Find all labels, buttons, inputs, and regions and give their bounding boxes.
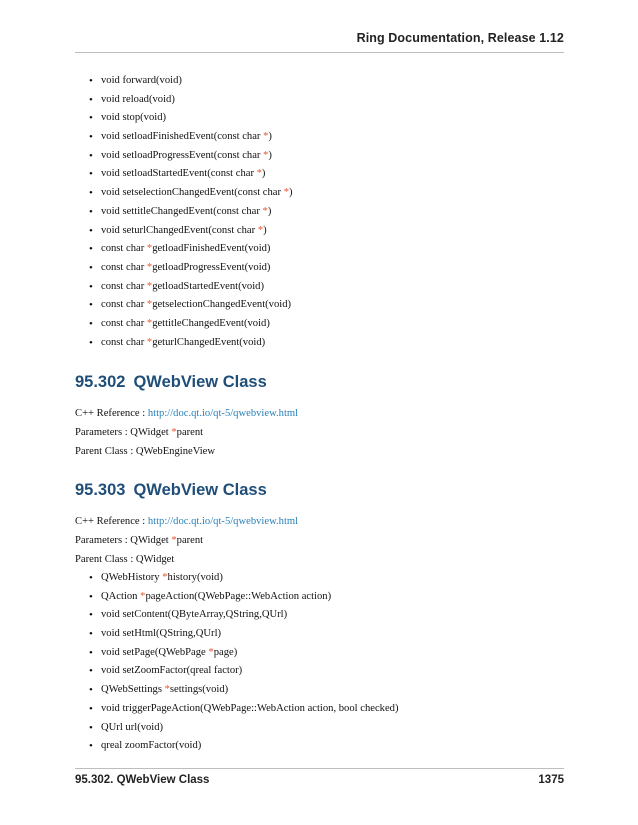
reference-link[interactable]: http://doc.qt.io/qt-5/qwebview.html: [147, 516, 299, 527]
pointer-star: *: [162, 572, 168, 583]
pointer-star: *: [140, 590, 146, 602]
bullet-icon: •: [89, 75, 93, 87]
method-text: void seturlChangedEvent(const char: [101, 224, 258, 236]
list-item: [89, 165, 293, 184]
method-text-suffix: ): [268, 149, 272, 161]
method-text: void triggerPageAction(QWebPage::WebAction action, bool checked): [101, 702, 399, 714]
parameters: [75, 426, 203, 440]
method-text: QWebHistory: [101, 572, 163, 583]
parameters-text: Parameters : QWidget: [75, 535, 172, 546]
method-text: void setPage(QWebPage: [101, 646, 209, 658]
method-text: void setselectionChangedEvent(const char: [101, 187, 284, 199]
method-text-suffix: ): [268, 131, 272, 143]
method-text: void setHtml(QString,QUrl): [101, 628, 222, 640]
method-text: const char: [101, 336, 147, 348]
list-item: [89, 91, 293, 110]
pointer-star: *: [171, 535, 177, 546]
bullet-icon: •: [89, 684, 93, 697]
method-text: const char: [101, 280, 147, 292]
method-text: qreal zoomFactor(void): [101, 740, 202, 752]
method-text: QWebSettings: [101, 684, 165, 696]
method-text: const char: [101, 299, 147, 311]
list-item: [89, 588, 398, 607]
parameters-name: parent: [176, 535, 204, 546]
bullet-icon: •: [89, 280, 93, 293]
bullet-icon: •: [89, 149, 93, 162]
method-text-suffix: getselectionChangedEvent(void): [152, 299, 292, 311]
bullet-icon: •: [89, 93, 93, 106]
pointer-star: *: [146, 261, 153, 273]
method-text-suffix: page): [213, 646, 238, 658]
list-item: [89, 222, 293, 241]
bullet-icon: •: [89, 572, 93, 584]
method-text-suffix: geturlChangedEvent(void): [152, 336, 266, 348]
method-text-suffix: ): [261, 168, 266, 180]
page-header: [75, 30, 564, 53]
list-item: [89, 147, 293, 166]
pointer-star: *: [146, 299, 153, 311]
bullet-icon: •: [89, 721, 93, 734]
pointer-star: *: [146, 317, 153, 329]
list-item: [89, 240, 293, 259]
method-text-suffix: history(void): [167, 572, 223, 583]
bullet-icon: •: [89, 628, 93, 641]
method-text-suffix: pageAction(QWebPage::WebAction action): [145, 590, 332, 602]
footer-section: 95.302. QWebView Class: [75, 774, 210, 786]
bullet-icon: •: [89, 168, 93, 181]
bullet-icon: •: [89, 205, 93, 218]
bullet-icon: •: [89, 299, 93, 312]
list-item: [89, 315, 293, 334]
method-text: void setloadFinishedEvent(const char: [101, 131, 264, 143]
bullet-icon: •: [89, 740, 93, 753]
bullet-icon: •: [89, 224, 93, 237]
bullet-icon: •: [89, 646, 93, 659]
parameters-text: Parameters : QWidget: [75, 427, 172, 438]
method-text-suffix: ): [263, 224, 267, 236]
parent-class: Parent Class : QWebEngineView: [75, 446, 216, 457]
bullet-icon: •: [89, 317, 93, 330]
method-text: void settitleChangedEvent(const char: [101, 205, 263, 217]
method-text: QAction: [101, 590, 141, 602]
list-item: [89, 296, 293, 315]
reference-label: C++ Reference :: [75, 408, 148, 419]
bullet-icon: •: [89, 590, 93, 603]
pointer-star: *: [263, 149, 269, 161]
method-text: void setloadProgressEvent(const char: [101, 149, 264, 161]
section-title-text: QWebView Class: [133, 373, 267, 391]
method-text: QUrl url(void): [101, 721, 164, 733]
method-list-1: [89, 72, 293, 352]
method-text: const char: [101, 317, 147, 329]
bullet-icon: •: [89, 112, 93, 125]
method-text: void setContent(QByteArray,QString,QUrl): [101, 609, 288, 621]
pointer-star: *: [257, 224, 264, 236]
pointer-star: *: [256, 168, 262, 180]
section-heading-95-303: [75, 481, 267, 500]
bullet-icon: •: [89, 702, 93, 715]
bullet-icon: •: [89, 243, 93, 256]
pointer-star: *: [283, 187, 289, 199]
section-heading-95-302: [75, 373, 267, 392]
reference-label: C++ Reference :: [75, 516, 148, 527]
list-item: [89, 625, 398, 644]
page-number: 1375: [538, 774, 564, 786]
method-text: const char: [101, 261, 147, 273]
list-item: [89, 737, 398, 756]
page-footer: [75, 768, 564, 791]
list-item: [89, 184, 293, 203]
pointer-star: *: [263, 131, 269, 143]
parameters-name: parent: [176, 427, 204, 438]
parent-class: Parent Class : QWidget: [75, 554, 175, 565]
pointer-star: *: [146, 243, 153, 255]
bullet-icon: •: [89, 261, 93, 274]
parameters: [75, 534, 203, 548]
section-title-text: QWebView Class: [133, 481, 267, 499]
pointer-star: *: [171, 427, 177, 438]
method-text-suffix: getloadFinishedEvent(void): [152, 243, 271, 255]
list-item: [89, 128, 293, 147]
bullet-icon: •: [89, 187, 93, 200]
method-text: void forward(void): [101, 75, 182, 86]
list-item: [89, 700, 398, 719]
cpp-reference: [75, 407, 298, 421]
pointer-star: *: [164, 684, 170, 696]
method-text-suffix: settings(void): [169, 684, 229, 696]
method-text: const char: [101, 243, 147, 255]
list-item: [89, 259, 293, 278]
method-text-suffix: getloadStartedEvent(void): [152, 280, 264, 292]
list-item: [89, 719, 398, 738]
document-title: Ring Documentation, Release 1.12: [356, 31, 564, 45]
method-text-suffix: getloadProgressEvent(void): [152, 261, 271, 273]
list-item: [89, 334, 293, 353]
cpp-reference: [75, 515, 298, 529]
bullet-icon: •: [89, 131, 93, 144]
pointer-star: *: [146, 280, 153, 292]
method-list-2: [89, 569, 398, 756]
bullet-icon: •: [89, 609, 93, 622]
method-text: void setloadStartedEvent(const char: [101, 168, 257, 180]
list-item: [89, 569, 398, 588]
method-text: void stop(void): [101, 112, 167, 124]
list-item: [89, 109, 293, 128]
method-text: void setZoomFactor(qreal factor): [101, 665, 243, 677]
method-text-suffix: ): [267, 205, 272, 217]
section-number: 95.302: [75, 373, 126, 391]
pointer-star: *: [262, 205, 268, 217]
section-number: 95.303: [75, 481, 126, 499]
list-item: [89, 681, 398, 700]
method-text: void reload(void): [101, 93, 175, 105]
list-item: [89, 203, 293, 222]
bullet-icon: •: [89, 336, 93, 349]
list-item: [89, 72, 293, 91]
method-text-suffix: gettitleChangedEvent(void): [152, 317, 270, 329]
list-item: [89, 662, 398, 681]
bullet-icon: •: [89, 665, 93, 678]
list-item: [89, 278, 293, 297]
reference-link[interactable]: http://doc.qt.io/qt-5/qwebview.html: [147, 408, 299, 419]
list-item: [89, 644, 398, 663]
pointer-star: *: [146, 336, 153, 348]
list-item: [89, 606, 398, 625]
pointer-star: *: [208, 646, 214, 658]
method-text-suffix: ): [288, 187, 293, 199]
